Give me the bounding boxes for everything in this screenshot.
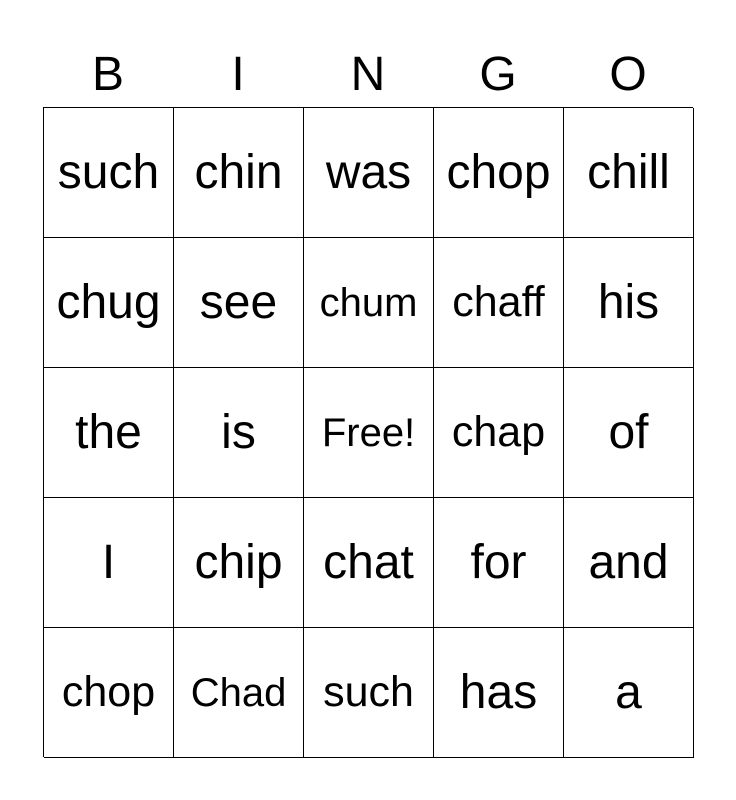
bingo-cell-r2-c2: see bbox=[174, 238, 304, 368]
bingo-cell-r4-c1: I bbox=[44, 498, 174, 628]
bingo-cell-r1-c1: such bbox=[44, 108, 174, 238]
bingo-cell-r4-c4: for bbox=[434, 498, 564, 628]
bingo-cell-r4-c5: and bbox=[564, 498, 694, 628]
bingo-header bbox=[43, 44, 693, 106]
header-letter-n: N bbox=[350, 48, 386, 101]
bingo-cell-r4-c3: chat bbox=[304, 498, 434, 628]
bingo-cell-r5-c1: chop bbox=[44, 628, 174, 758]
bingo-cell-r1-c2: chin bbox=[174, 108, 304, 238]
bingo-cell-r1-c4: chop bbox=[434, 108, 564, 238]
bingo-cell-r3-c2: is bbox=[174, 368, 304, 498]
bingo-cell-r2-c1: chug bbox=[44, 238, 174, 368]
bingo-cell-r2-c3: chum bbox=[304, 238, 434, 368]
bingo-cell-free: Free! bbox=[304, 368, 434, 498]
bingo-cell-r5-c3: such bbox=[304, 628, 434, 758]
bingo-cell-r4-c2: chip bbox=[174, 498, 304, 628]
bingo-cell-r5-c4: has bbox=[434, 628, 564, 758]
header-letter-i: I bbox=[231, 48, 245, 101]
bingo-cell-r2-c4: chaff bbox=[434, 238, 564, 368]
bingo-cell-r1-c3: was bbox=[304, 108, 434, 238]
header-letter-g: G bbox=[479, 48, 517, 101]
bingo-board bbox=[43, 107, 693, 757]
bingo-cell-r3-c5: of bbox=[564, 368, 694, 498]
bingo-cell-r1-c5: chill bbox=[564, 108, 694, 238]
bingo-cell-r5-c2: Chad bbox=[174, 628, 304, 758]
bingo-cell-r2-c5: his bbox=[564, 238, 694, 368]
header-letter-o: O bbox=[609, 48, 647, 101]
bingo-cell-r3-c4: chap bbox=[434, 368, 564, 498]
header-letter-b: B bbox=[91, 48, 124, 101]
bingo-cell-r3-c1: the bbox=[44, 368, 174, 498]
bingo-cell-r5-c5: a bbox=[564, 628, 694, 758]
